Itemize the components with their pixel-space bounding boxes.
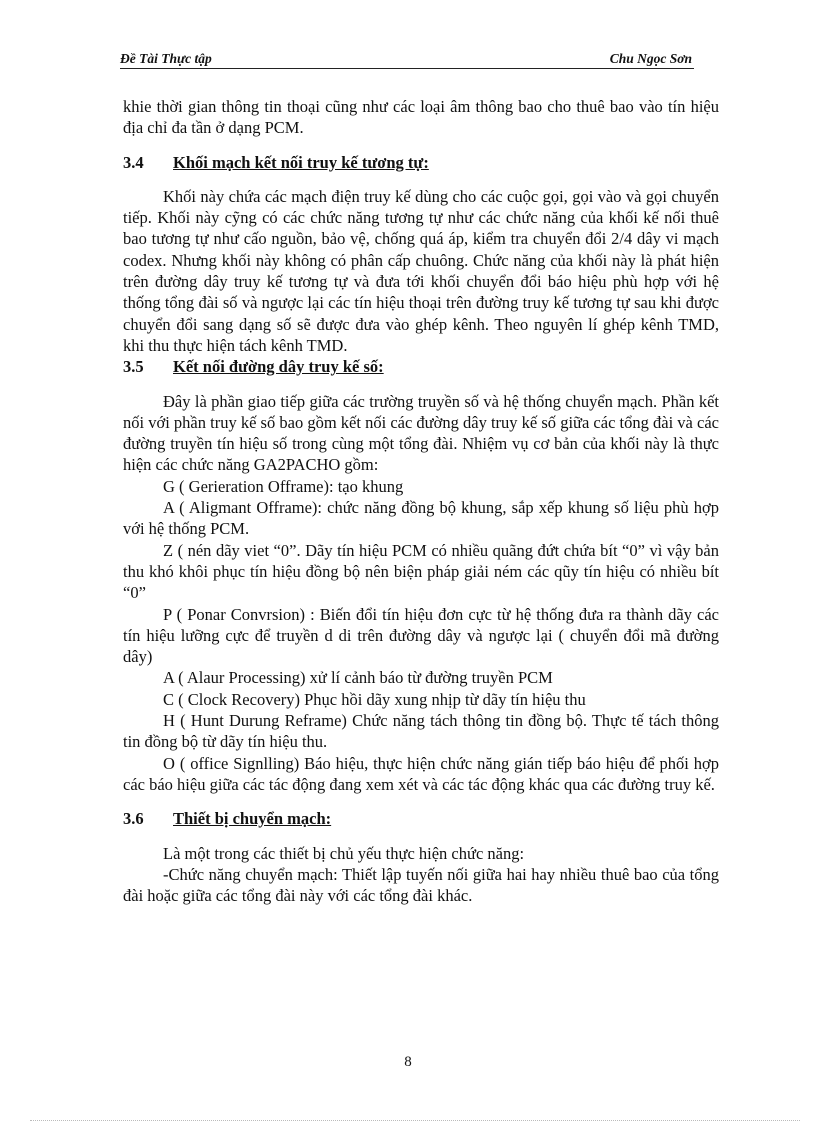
section-3-5-paragraph: Đây là phần giao tiếp giữa các trường truyền số và hệ thống chuyển mạch. Phần kết nối với phần truy kế số bao gồm kết nối các đường dây truy kế số giữa các tổng đài và các đường truyền tín hiệu số trong cùng một tổng đài. Nhiệm vụ cơ bản của khối này là thực hiện các chức năng GA2PACHO gồm: (123, 391, 719, 475)
page-bottom-divider (30, 1120, 800, 1121)
section-3-6-paragraph: -Chức năng chuyển mạch: Thiết lập tuyến nối giữa hai hay nhiều thuê bao của tổng đài hoặc giữa các tổng đài này với các tổng đài khác. (123, 864, 719, 906)
list-item: Z ( nén dãy viet “0”. Dãy tín hiệu PCM có nhiều quãng đứt chứa bít “0” vì vậy bản thu khó khôi phục tín hiệu đồng bộ nên biện pháp giải ném các qũy tín hiệu có nhiều bít “0” (123, 540, 719, 603)
section-number: 3.4 (123, 152, 144, 172)
list-item: O ( office Signlling) Báo hiệu, thực hiện chức năng gián tiếp báo hiệu để phối hợp các báo hiệu giữa các tác động đang xem xét và các tác động khác qua các đường truy kế. (123, 753, 719, 794)
list-item: H ( Hunt Durung Reframe) Chức năng tách thông tin đồng bộ. Thực tế tách thông tin đồng bộ từ dãy tín hiệu thu. (123, 711, 719, 752)
section-number: 3.5 (123, 357, 144, 377)
section-title: Khối mạch kết nối truy kế tương tự: (173, 152, 429, 172)
section-title: Kết nối đường dây truy kế số: (173, 357, 384, 377)
list-item: P ( Ponar Convrsion) : Biến đổi tín hiệu đơn cực từ hệ thống đưa ra thành dãy các tín hiệu lưỡng cực để truyền d di trên đường dây và ngược lại ( chuyển đổi mã đường dây) (123, 604, 719, 667)
section-3-6-intro: Là một trong các thiết bị chủ yếu thực hiện chức năng: (163, 843, 525, 863)
header-left-title: Đề Tài Thực tập (120, 51, 212, 66)
section-number: 3.6 (123, 809, 144, 829)
header-author: Chu Ngọc Sơn (609, 51, 692, 66)
section-3-4-heading (123, 152, 719, 173)
page-body (123, 96, 719, 906)
list-item: C ( Clock Recovery) Phục hồi dãy xung nhịp từ dãy tín hiệu thu (163, 689, 586, 709)
list-item: G ( Gerieration Offrame): tạo khung (163, 476, 404, 496)
page-number: 8 (404, 1054, 412, 1070)
section-title: Thiết bị chuyển mạch: (173, 809, 332, 829)
list-item: A ( Alaur Processing) xử lí cảnh báo từ đường truyền PCM (163, 668, 553, 688)
page-header (120, 50, 694, 69)
list-item: A ( Aligmant Offrame): chức năng đồng bộ khung, sắp xếp khung số liệu phù hợp với hệ thống PCM. (123, 498, 719, 539)
section-3-6-heading (123, 808, 719, 829)
intro-paragraph: khie thời gian thông tin thoại cũng như các loại âm thông bao cho thuê bao vào tín hiệu địa chỉ đa tần ở dạng PCM. (123, 97, 719, 138)
section-3-4-paragraph: Khối này chứa các mạch điện truy kế dùng cho các cuộc gọi, gọi vào và gọi chuyển tiếp. Khối này cỹng có các chức năng tương tự như các chức năng của khối kế nối thuê bao tương tự như cấo nguồn, bảo vệ, chống quá áp, kiểm tra chuyển đổi 2/4 dây vi mạch codex. Nhưng khối này không có phân cấp chuông. Chức năng của khối này là phát hiện trên đường dây truy kế tương tự và đưa tới khối chuyển đổi báo hiệu phù hợp với hệ thống tổng đài số và ngược lại các tín hiệu thoại trên đường truy kế tương tự sau khi được chuyển đổi sang dạng số sẽ được đưa vào ghép kênh. Theo nguyên lí ghép kênh TMD, khi thu thực hiện tách kênh TMD. (123, 186, 719, 355)
section-3-5-heading (123, 356, 719, 377)
